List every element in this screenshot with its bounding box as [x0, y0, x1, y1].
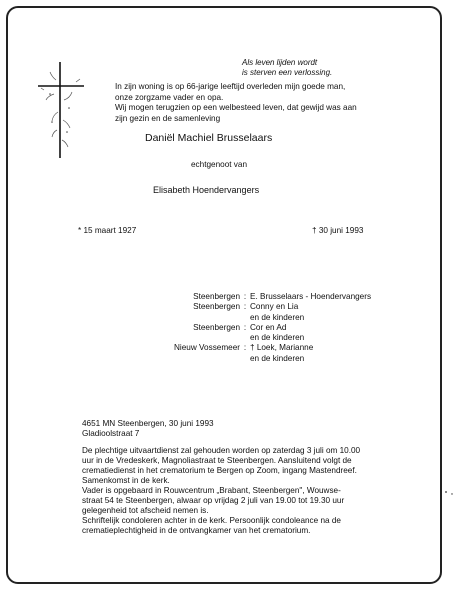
intro-line: zijn gezin en de samenleving [115, 113, 221, 123]
family-colon: : [243, 343, 247, 353]
scan-specks [440, 470, 460, 510]
family-sub: en de kinderen [250, 312, 305, 322]
paragraph-line: gelegenheid tot afscheid nemen is. [82, 506, 209, 515]
family-row [118, 292, 371, 302]
paragraph-line: crematieplechtigheid in de ontvangkamer van het crematorium. [82, 526, 311, 535]
family-colon: : [243, 302, 247, 312]
paragraph-line: De plechtige uitvaartdienst zal gehouden worden op zaterdag 3 juli om 10.00 [82, 446, 361, 455]
intro-line: onze zorgzame vader en opa. [115, 92, 224, 102]
birth-date: * 15 maart 1927 [78, 226, 137, 235]
motto-line-2: is sterven een verlossing. [242, 68, 333, 77]
paragraph-line: Schriftelijk condoleren achter in de kerk. Persoonlijk condoleance na de [82, 516, 341, 525]
service-details [82, 446, 360, 536]
family-place: Nieuw Vossemeer [174, 343, 240, 353]
spouse-name: Elisabeth Hoendervangers [153, 185, 260, 195]
family-names: Cor en Ad [250, 322, 287, 332]
family-row [118, 323, 371, 333]
address-block [82, 419, 214, 439]
cross-icon [36, 60, 86, 160]
family-sub: en de kinderen [250, 333, 305, 343]
paragraph-line: Samenkomst in de kerk. [82, 476, 170, 485]
deceased-name: Daniël Machiel Brusselaars [145, 132, 273, 144]
family-colon: : [243, 292, 247, 301]
motto [242, 58, 332, 78]
family-row [118, 343, 371, 353]
family-names: † Loek, Marianne [250, 343, 314, 353]
family-place: Steenbergen [193, 302, 240, 312]
paragraph-line: Vader is opgebaard in Rouwcentrum „Brabant, Steenbergen", Wouwse- [82, 486, 341, 495]
family-list [118, 292, 371, 364]
family-colon: : [243, 322, 247, 332]
address-street: Gladioolstraat 7 [82, 429, 140, 438]
family-row [118, 302, 371, 312]
family-place: Steenbergen [193, 322, 240, 332]
address-city-date: 4651 MN Steenbergen, 30 juni 1993 [82, 419, 214, 428]
death-date: † 30 juni 1993 [312, 226, 364, 235]
family-names: Conny en Lia [250, 302, 299, 312]
family-names: E. Brusselaars - Hoendervangers [250, 292, 372, 301]
family-place: Steenbergen [193, 292, 240, 301]
paragraph-line: uur in de Vredeskerk, Magnoliastraat te Steenbergen. Aansluitend volgt de [82, 456, 352, 465]
intro-line: In zijn woning is op 66-jarige leeftijd overleden mijn goede man, [115, 82, 346, 91]
paragraph-line: crematiedienst in het crematorium te Bergen op Zoom, ingang Mastendreef. [82, 466, 357, 475]
intro-line: Wij mogen terugzien op een welbesteed leven, dat gewijd was aan [115, 103, 357, 112]
paragraph-line: straat 54 te Steenbergen, alwaar op vrijdag 2 juli van 19.00 tot 19.30 uur [82, 496, 345, 505]
motto-line-1: Als leven lijden wordt [242, 58, 318, 67]
spouse-intro: echtgenoot van [191, 160, 247, 169]
family-sub: en de kinderen [250, 353, 305, 363]
intro-text [115, 82, 357, 124]
